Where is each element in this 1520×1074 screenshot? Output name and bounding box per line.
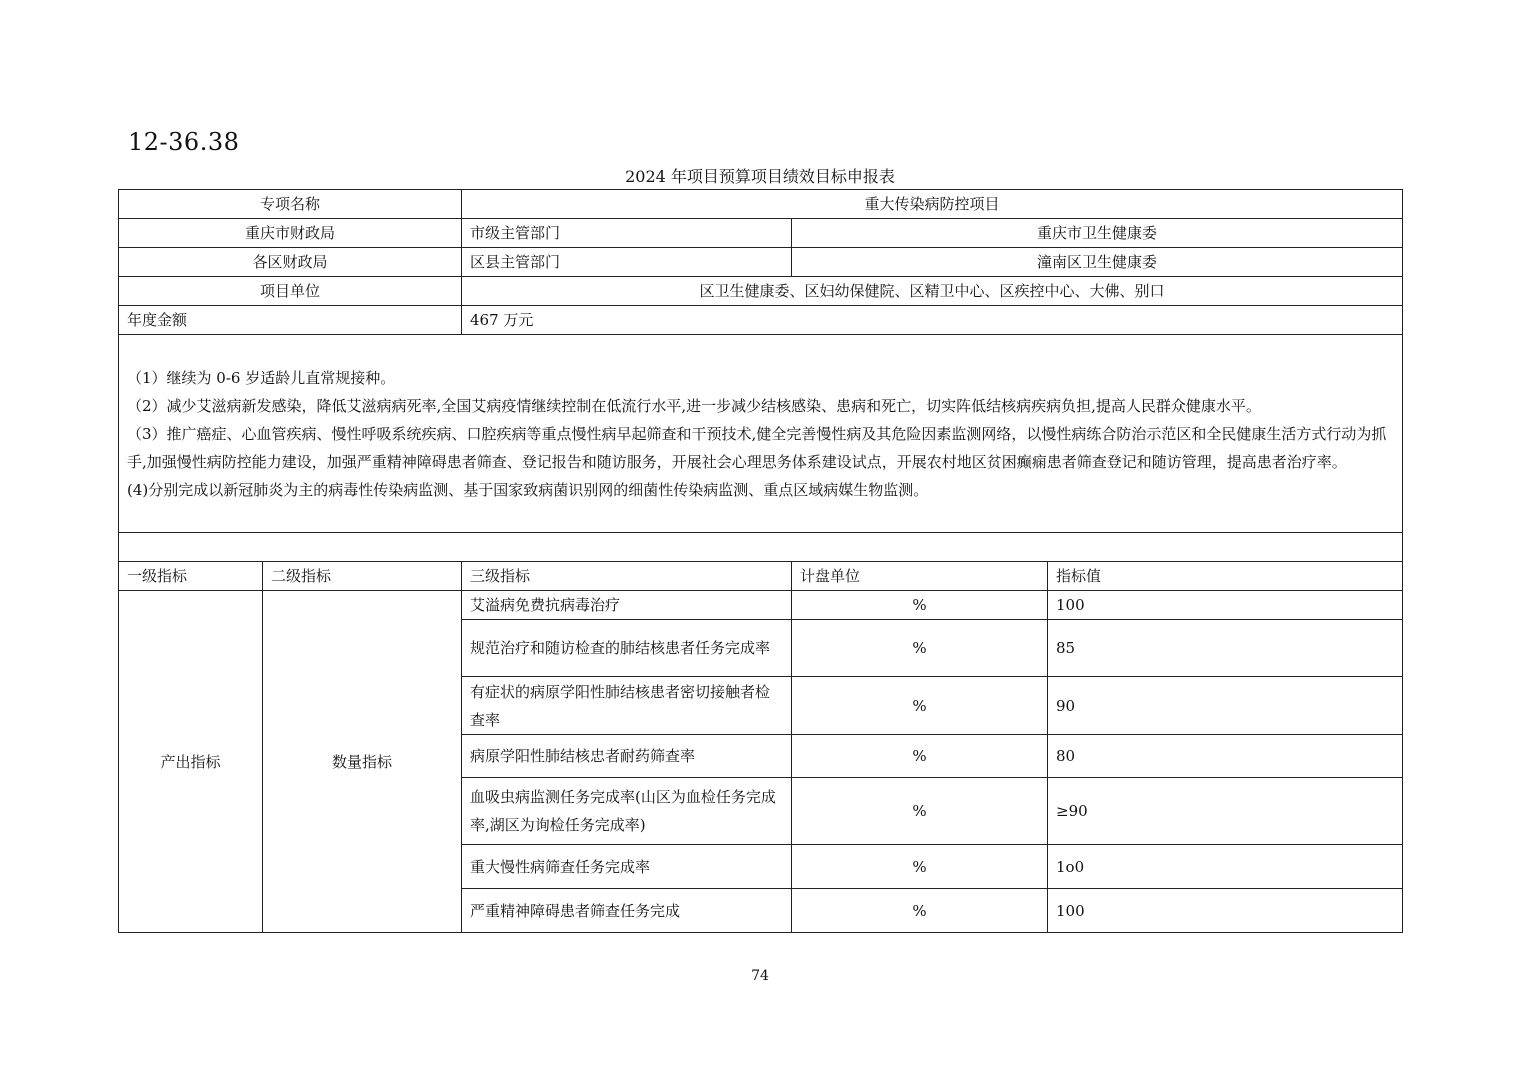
project-name-row: [119, 190, 1403, 219]
blank-row: [119, 533, 1403, 562]
indicator-value: 85: [1048, 620, 1403, 677]
indicator-name: 艾溢病免费抗病毒治疗: [462, 591, 792, 620]
indicator-value: 80: [1048, 735, 1403, 778]
district-department-value: 潼南区卫生健康委: [792, 248, 1403, 277]
document-title: 2024 年项目预算项目绩效目标申报表: [625, 167, 895, 186]
indicator-name: 血吸虫病监测任务完成率(山区为血检任务完成率,湖区为询检任务完成率): [462, 778, 792, 845]
finance-bureau-district: 各区财政局: [119, 248, 462, 277]
municipal-department-label: 市级主管部门: [462, 219, 792, 248]
project-name-value: 重大传染病防控项目: [462, 190, 1403, 219]
indicator-unit: %: [792, 889, 1048, 933]
indicator-unit: %: [792, 591, 1048, 620]
header-level3: 三级指标: [462, 562, 792, 591]
indicator-unit: %: [792, 778, 1048, 845]
page-number: 74: [751, 968, 769, 984]
goal-item: （2）减少艾滋病新发感染，降低艾滋病病死率,全国艾病疫情继续控制在低流行水平,进一步减少结核感染、患病和死亡，切实阵低结核病疾病负担,提高人民群众健康水平。: [127, 396, 1261, 415]
project-unit-row: [119, 277, 1403, 306]
header-level1: 一级指标: [119, 562, 263, 591]
municipal-department-value: 重庆市卫生健康委: [792, 219, 1403, 248]
level1-indicator: 产出指标: [119, 591, 263, 933]
level2-indicator: 数量指标: [263, 591, 462, 933]
annual-goals-row: [119, 335, 1403, 533]
document-code: 12-36.38: [128, 128, 240, 156]
annual-amount-row: [119, 306, 1403, 335]
indicator-name: 病原学阳性肺结核忠者耐药筛查率: [462, 735, 792, 778]
annual-amount-value: 467 万元: [462, 306, 1403, 335]
project-unit-value: 区卫生健康委、区妇幼保健院、区精卫中心、区疾控中心、大佛、别口: [462, 277, 1403, 306]
goal-item: （1）继续为 0-6 岁适龄儿直常规接种。: [127, 368, 396, 387]
indicator-value: 90: [1048, 677, 1403, 735]
annual-goals-cell: [119, 335, 1403, 533]
goal-item: （3）推广癌症、心血管疾病、慢性呼吸系统疾病、口腔疾病等重点慢性病早起筛查和干预技术,健全完善慢性病及其危险因素监测网络，以慢性病练合防治示范区和全民健康生活方式行动为抓手,加强慢性病防控能力建设，加强严重精神障碍患者筛查、登记报告和随访服务，开展社会心理思务体系建设试点，开展农村地区贫困癫痫患者筛查登记和随访管理，提高患者治疗率。: [127, 424, 1387, 471]
annual-amount-label: 年度金额: [119, 306, 462, 335]
indicator-header-row: [119, 562, 1403, 591]
indicator-unit: %: [792, 620, 1048, 677]
district-department-row: [119, 248, 1403, 277]
indicator-value: 100: [1048, 591, 1403, 620]
goal-item: (4)分别完成以新冠肺炎为主的病毒性传染病监测、基于国家致病菌识别网的细菌性传染病监测、重点区域病媒生物监测。: [127, 480, 929, 499]
indicator-value: ≥90: [1048, 778, 1403, 845]
indicator-value: 100: [1048, 889, 1403, 933]
indicator-name: 规范治疗和随访检查的肺结核患者任务完成率: [462, 620, 792, 677]
municipal-department-row: [119, 219, 1403, 248]
header-value: 指标值: [1048, 562, 1403, 591]
indicator-name: 有症状的病原学阳性肺结核患者密切接触者检查率: [462, 677, 792, 735]
indicator-value: 1o0: [1048, 845, 1403, 889]
finance-bureau-city: 重庆市财政局: [119, 219, 462, 248]
project-name-label: 专项名称: [119, 190, 462, 219]
indicator-unit: %: [792, 677, 1048, 735]
district-department-label: 区县主管部门: [462, 248, 792, 277]
blank-cell: [119, 533, 1403, 562]
indicator-unit: %: [792, 735, 1048, 778]
indicator-unit: %: [792, 845, 1048, 889]
indicator-name: 严重精神障碍患者筛查任务完成: [462, 889, 792, 933]
header-level2: 二级指标: [263, 562, 462, 591]
indicator-row: [119, 591, 1403, 620]
indicator-name: 重大慢性病筛查任务完成率: [462, 845, 792, 889]
performance-target-table: [118, 189, 1403, 933]
project-unit-label: 项目单位: [119, 277, 462, 306]
header-unit: 计盘单位: [792, 562, 1048, 591]
